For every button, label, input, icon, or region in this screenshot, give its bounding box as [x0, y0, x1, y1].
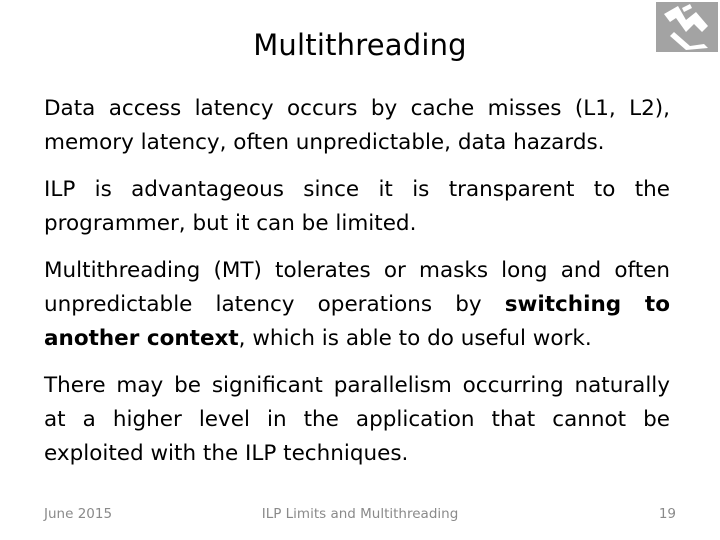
page-number: 19: [658, 506, 676, 522]
paragraph-multithreading: [44, 254, 670, 356]
paragraph-mt-bold: switching to another context: [44, 292, 670, 351]
slide-title: Multithreading: [253, 28, 467, 62]
paragraph-ilp: ILP is advantageous since it is transparent to the programmer, but it can be limited.: [44, 177, 670, 236]
footer-title: ILP Limits and Multithreading: [261, 506, 459, 522]
slide-body: [44, 92, 670, 484]
footer-date: June 2015: [44, 506, 113, 522]
logo-mark-icon: [656, 2, 718, 52]
paragraph-latency: Data access latency occurs by cache misses (L1, L2), memory latency, often unpredictable, data hazards.: [44, 96, 670, 155]
paragraph-mt-text-before: Multithreading (MT) tolerates or masks long and often unpredictable latency operations by: [44, 258, 670, 317]
paragraph-parallelism: There may be significant parallelism occurring naturally at a higher level in the application that cannot be exploited with the ILP techniques.: [44, 373, 670, 466]
university-logo-icon: [656, 2, 718, 52]
paragraph-mt-text-after: , which is able to do useful work.: [238, 326, 592, 351]
